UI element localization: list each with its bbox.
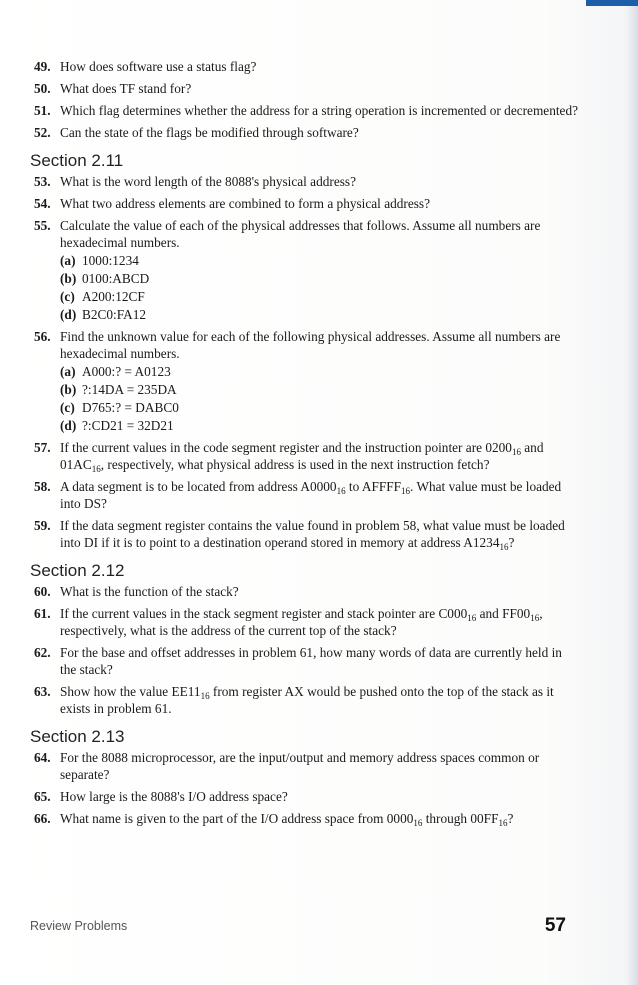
problem-text: What does TF stand for? <box>60 81 192 96</box>
problem-text: What is the word length of the 8088's physical address? <box>60 174 356 189</box>
problem-number: 53. <box>34 174 51 189</box>
problem-51 <box>34 102 578 119</box>
problem-number: 60. <box>34 584 51 599</box>
problem-number: 59. <box>34 518 51 533</box>
page-number: 57 <box>544 915 566 936</box>
problem-58 <box>34 478 578 512</box>
subpart-label: (b) <box>60 382 77 397</box>
subpart-label: (d) <box>60 307 77 322</box>
problem-text: A data segment is to be located from address $A0000_{16}$ to $AFFFF_{16}$. What value must be loaded into DS? <box>60 479 562 511</box>
problem-list <box>30 58 579 832</box>
problem-text: For the base and offset addresses in problem 61, how many words of data are currently held in the stack? <box>60 645 562 677</box>
subpart-text: A200:12CF <box>82 289 145 304</box>
subpart-label: (a) <box>60 253 76 268</box>
section-heading-2-11: Section 2.11 <box>30 151 124 170</box>
subpart-label: (b) <box>60 271 77 286</box>
problem-number: 51. <box>34 103 51 118</box>
subpart-b <box>60 381 578 398</box>
subpart-b <box>60 270 578 287</box>
problem-number: 57. <box>34 440 51 455</box>
problem-text: Show how the value $EE11_{16}$ from register AX would be pushed onto the top of the stack as it exists in problem 61. <box>60 684 554 716</box>
problem-text: Can the state of the flags be modified through software? <box>60 125 359 140</box>
subpart-text: A000:? = A0123 <box>82 364 171 379</box>
problem-56 <box>34 328 578 434</box>
problem-text: What is the function of the stack? <box>60 584 239 599</box>
problem-number: 56. <box>34 329 51 344</box>
subpart-c <box>60 288 578 305</box>
subpart-text: D765:? = DABC0 <box>82 400 179 415</box>
problem-number: 50. <box>34 81 51 96</box>
subpart-a <box>60 363 578 380</box>
problem-text: What name is given to the part of the I/O address space from $0000_{16}$ through $00FF_{16}$? <box>60 811 514 828</box>
section-heading-2-13: Section 2.13 <box>30 727 125 746</box>
subpart-text: ?:14DA = 235DA <box>82 382 177 397</box>
problem-59 <box>34 517 578 551</box>
problem-54 <box>34 195 578 212</box>
problem-text: How large is the 8088's I/O address space? <box>60 789 288 804</box>
problem-number: 61. <box>34 606 51 621</box>
problem-65 <box>34 788 578 805</box>
problem-number: 49. <box>34 59 51 74</box>
problem-text: If the current values in the stack segment register and stack pointer are $C000_{16}$ and $FF00_{16}$, respectively, what is the address of the current top of the stack? <box>60 606 543 638</box>
footer-running-title: Review Problems <box>30 919 128 933</box>
problem-number: 65. <box>34 789 51 804</box>
subpart-a <box>60 252 578 269</box>
problem-number: 52. <box>34 125 51 140</box>
problem-50 <box>34 80 578 97</box>
problem-64 <box>34 749 578 783</box>
problem-text: Find the unknown value for each of the following physical addresses. Assume all numbers are hexadecimal numbers. <box>60 329 561 361</box>
problem-text: What two address elements are combined to form a physical address? <box>60 196 430 211</box>
problem-49 <box>34 58 578 75</box>
corner-mark <box>586 0 638 6</box>
problem-number: 63. <box>34 684 51 699</box>
problem-text: If the current values in the code segment register and the instruction pointer are $0200_{16}$ and $01AC_{16}$, respectively, what physical address is used in the next instruction fetch? <box>60 440 544 474</box>
problem-number: 54. <box>34 196 51 211</box>
subpart-text: 1000:1234 <box>82 253 139 268</box>
problem-number: 66. <box>34 811 51 826</box>
section-heading-2-12: Section 2.12 <box>30 561 125 580</box>
problem-number: 64. <box>34 750 51 765</box>
problem-66 <box>34 810 578 827</box>
problem-63 <box>34 683 578 717</box>
problem-text: How does software use a status flag? <box>60 59 257 74</box>
subpart-d <box>60 417 578 434</box>
problem-number: 62. <box>34 645 51 660</box>
subpart-label: (c) <box>60 400 75 415</box>
problem-53 <box>34 173 578 190</box>
problem-number: 55. <box>34 218 51 233</box>
subpart-label: (a) <box>60 364 76 379</box>
problem-57 <box>34 439 578 473</box>
problem-text: Which flag determines whether the address for a string operation is incremented or decremented? <box>60 103 579 118</box>
problem-60 <box>34 583 578 600</box>
subpart-label: (c) <box>60 289 75 304</box>
subpart-text: B2C0:FA12 <box>82 307 147 322</box>
problem-text: If the data segment register contains the value found in problem 58, what value must be loaded into DI if it is to point to a destination operand stored in memory at address $A1234_{16}$? <box>60 518 565 552</box>
problem-55 <box>34 217 578 323</box>
problem-text: For the 8088 microprocessor, are the input/output and memory address spaces common or separate? <box>60 750 540 782</box>
problem-number: 58. <box>34 479 51 494</box>
subpart-text: ?:CD21 = 32D21 <box>82 418 174 433</box>
page-edge-shadow <box>626 0 638 985</box>
subpart-label: (d) <box>60 418 77 433</box>
problem-61 <box>34 605 578 639</box>
problem-62 <box>34 644 578 678</box>
subpart-d <box>60 306 578 323</box>
subpart-text: 0100:ABCD <box>82 271 150 286</box>
problem-52 <box>34 124 578 141</box>
subpart-c <box>60 399 578 416</box>
problem-text: Calculate the value of each of the physical addresses that follows. Assume all numbers are hexadecimal numbers. <box>60 218 541 250</box>
